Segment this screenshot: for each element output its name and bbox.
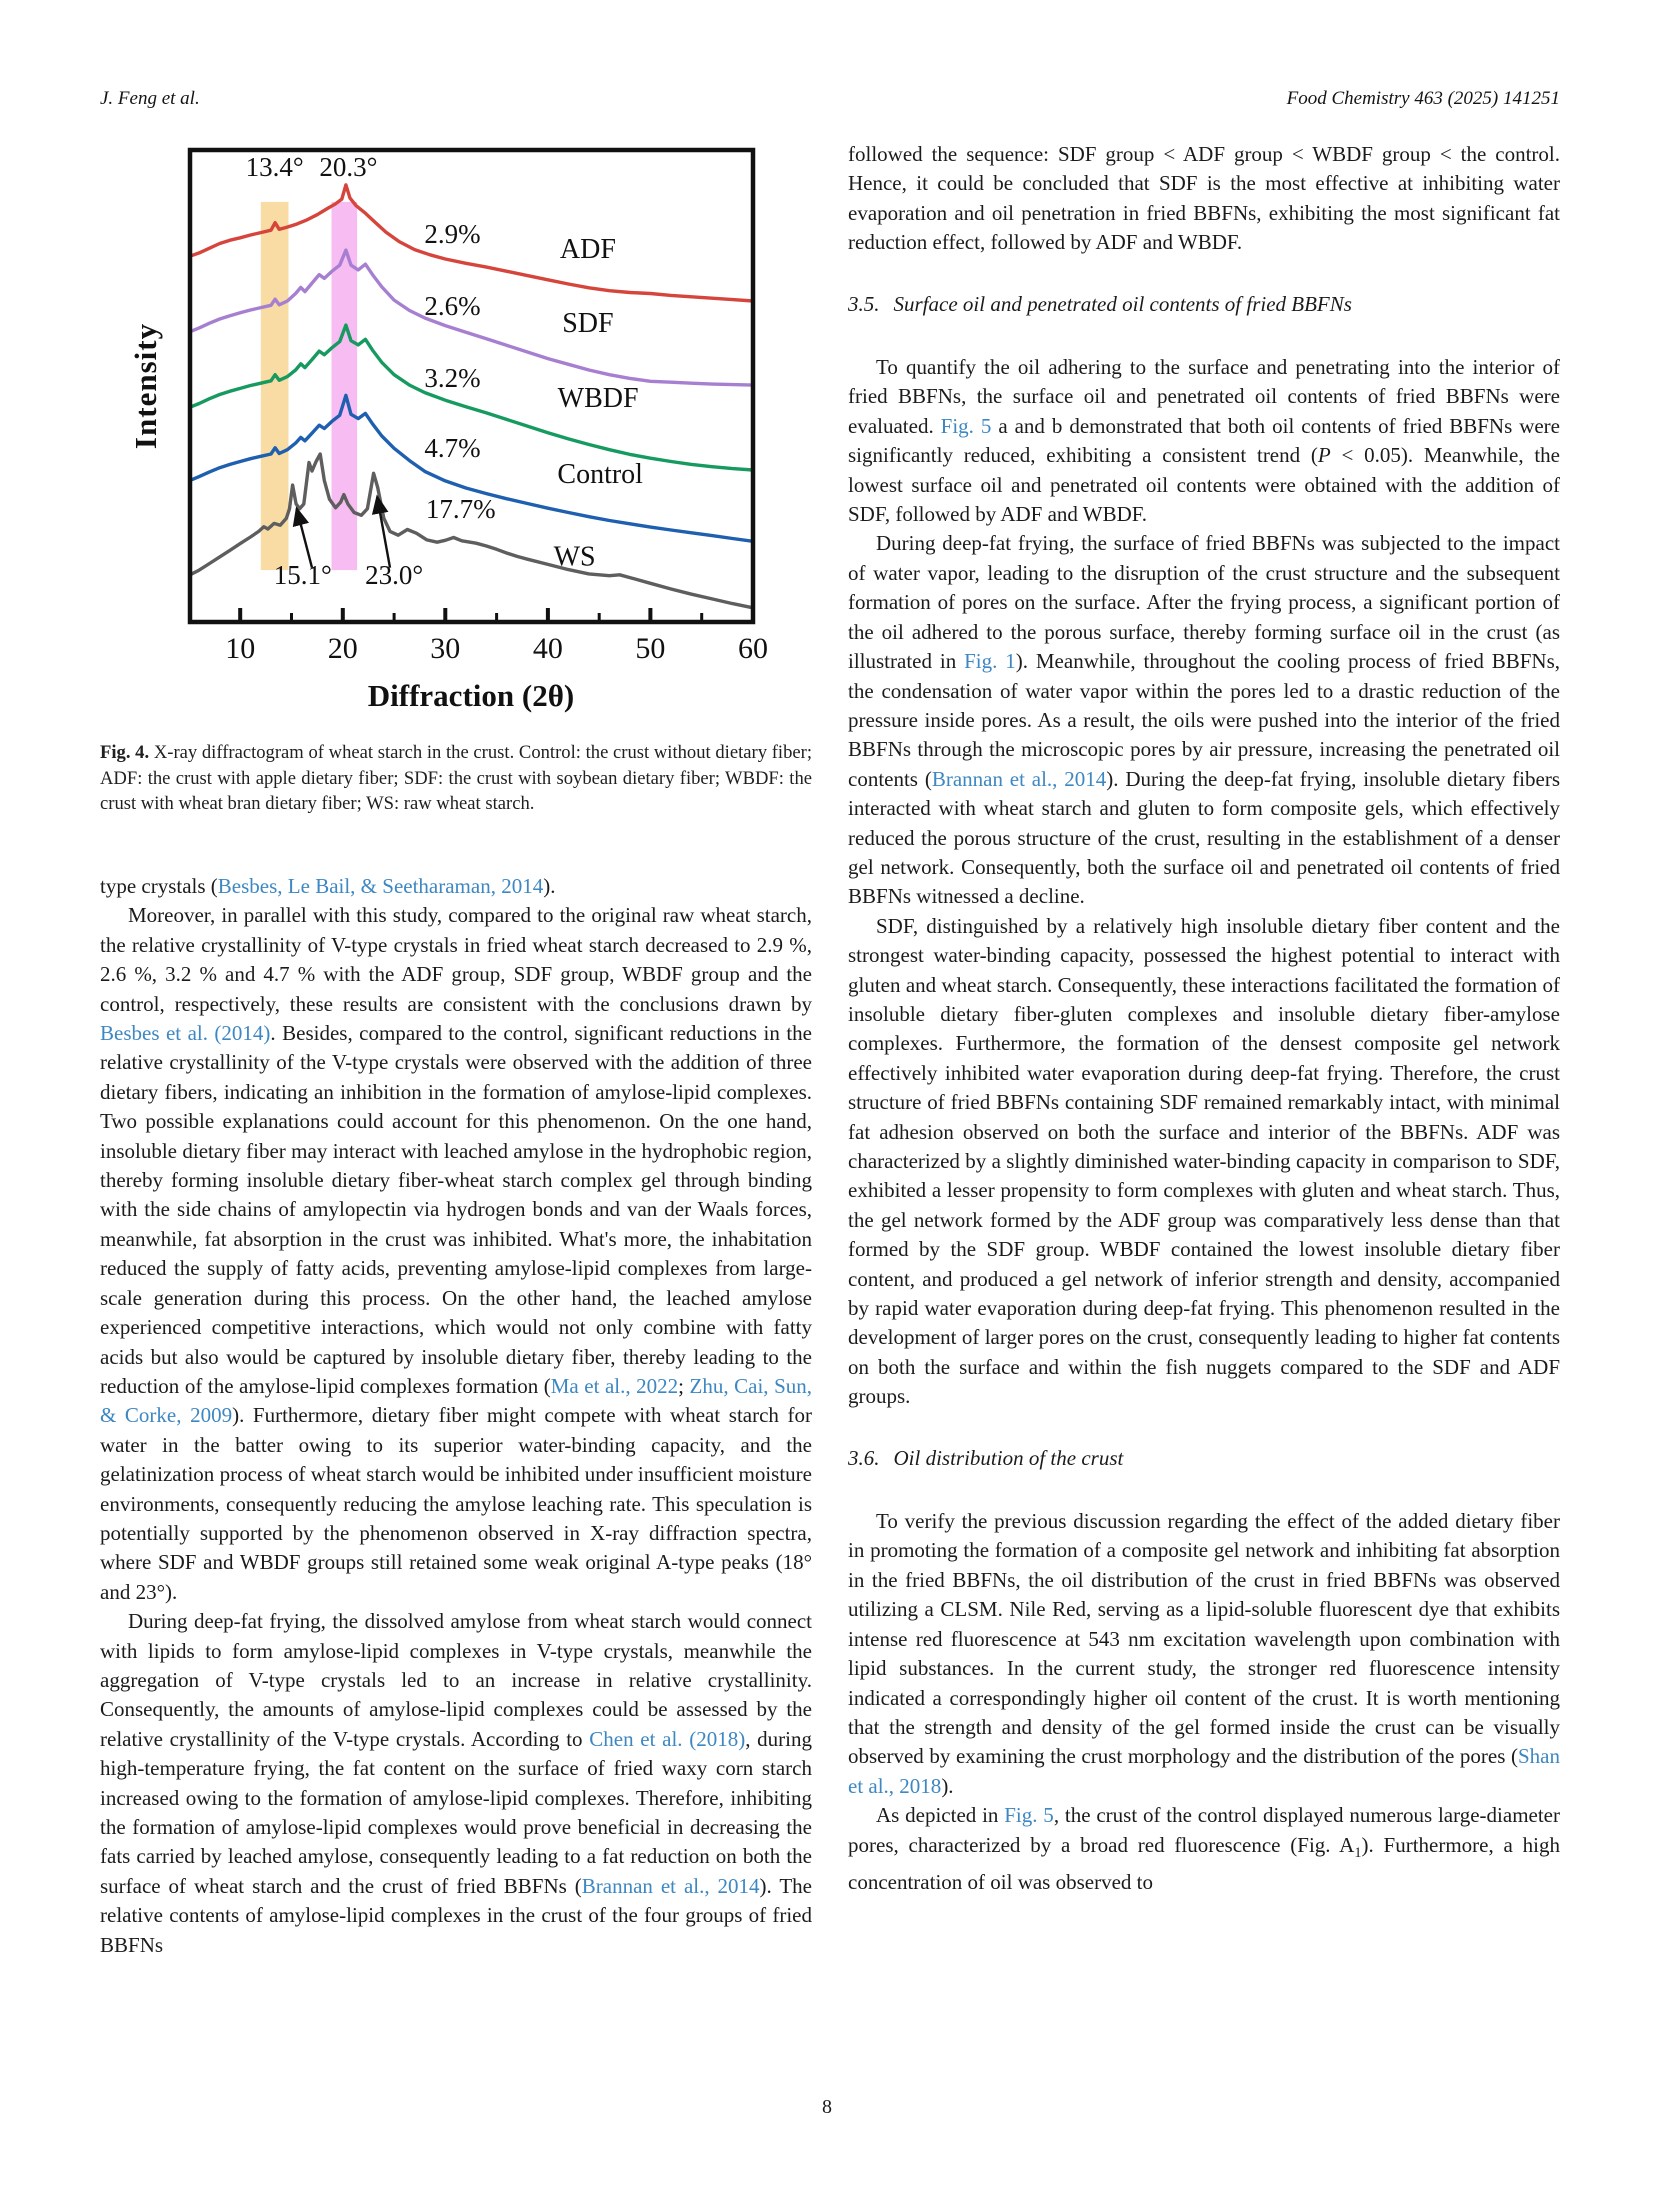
citation-link[interactable]: Brannan et al., 2014 (581, 1873, 760, 1898)
text-segment: . Besides, compared to the control, significant reductions in the relative crystallinity of the V-type crystals were observed with the addition of three dietary fibers, indicating an inhibition in the formation of amylose-lipid complexes. Two possible explanations could account for this phenomenon. On the one hand, insoluble dietary fiber may interact with leached amylose in the hydrophobic region, thereby forming insoluble dietary fiber-wheat starch complex gel through binding with the side chains of amylopectin via hydrogen bonds and van der Waals forces, meanwhile, fat absorption in the crust was inhibited. What's more, the inhabitation reduced the supply of fatty acids, preventing amylose-lipid complexes from large-scale generation during this process. On the other hand, the leached amylose experienced competitive interactions, which would not only combine with fatty acids but also would be captured by insoluble dietary fiber, thereby leading to the reduction of the amylose-lipid complexes formation ( (100, 1021, 812, 1398)
citation-link[interactable]: Besbes, Le Bail, & Seetharaman, 2014 (217, 874, 544, 898)
paragraph (848, 912, 1560, 1412)
header-author: J. Feng et al. (100, 88, 200, 109)
series-label-SDF: SDF (562, 308, 614, 340)
x-tick-label: 50 (635, 632, 666, 665)
text-segment: a and b demonstrated that both oil contents of fried BBFNs were significantly reduced, exhibiting a consistent trend ( (848, 413, 1561, 468)
section-title: Surface oil and penetrated oil contents of fried BBFNs (893, 291, 1352, 316)
header-journal: Food Chemistry 463 (2025) 141251 (1286, 88, 1560, 109)
text-segment: To quantify the oil adhering to the surface and penetrating into the interior of fried BBFNs, the surface oil and penetrated oil contents of fried BBFNs were evaluated. (848, 355, 1560, 438)
paragraph (848, 1507, 1560, 1801)
crystallinity-label-WBDF: 3.2% (424, 362, 481, 393)
section-title: Oil distribution of the crust (893, 1445, 1124, 1470)
peak-arrow (297, 509, 312, 568)
text-segment: type crystals ( (100, 874, 218, 898)
y-axis-title: Intensity (128, 322, 163, 450)
citation-link[interactable]: Ma et al., 2022 (550, 1373, 679, 1398)
section-heading (848, 1444, 1560, 1473)
citation-link[interactable]: Fig. 5 (1004, 1803, 1054, 1828)
series-label-ADF: ADF (559, 234, 616, 266)
x-tick-label: 40 (532, 632, 563, 665)
text-segment: followed the sequence: SDF group < ADF group < WBDF group < the control. Hence, it could be concluded that SDF is the most effective at inhibiting water evaporation and oil penetration in fried BBFNs, exhibiting the most significant fat reduction effect, followed by ADF and WBDF. (848, 142, 1560, 255)
text-segment: As depicted in (876, 1803, 1005, 1828)
peak-label: 23.0° (365, 560, 424, 591)
citation-link[interactable]: Brannan et al., 2014 (931, 766, 1107, 791)
paragraph (848, 140, 1560, 258)
text-segment: During deep-fat frying, the dissolved amylose from wheat starch would connect with lipids to form amylose-lipid complexes in V-type crystals, meanwhile the aggregation of V-type crystals led to an increase in relative crystallinity. Consequently, the amounts of amylose-lipid complexes could be assessed by the relative crystallinity of the V-type crystals. According to (100, 1609, 812, 1751)
peak-arrow (377, 497, 390, 568)
citation-link[interactable]: Besbes et al. (2014) (100, 1021, 271, 1046)
citation-link[interactable]: Fig. 5 (940, 413, 992, 438)
section-heading (848, 290, 1560, 319)
crystallinity-label-ADF: 2.9% (424, 219, 481, 249)
x-tick-label: 20 (327, 632, 358, 665)
crystallinity-label-WS: 17.7% (425, 494, 496, 525)
series-label-WBDF: WBDF (557, 382, 639, 414)
text-segment: P (1317, 443, 1331, 468)
left-column (100, 872, 812, 1960)
text-segment: ). (941, 1773, 954, 1798)
text-segment: 1 (1354, 1844, 1362, 1861)
text-segment: To verify the previous discussion regarding the effect of the added dietary fiber in promoting the formation of a composite gel network and inhibiting fat absorption in the fried BBFNs, the oil distribution of the crust in fried BBFNs was observed utilizing a CLSM. Nile Red, serving as a lipid-soluble fluorescent dye that exhibits intense red fluorescence at 543 nm excitation wavelength upon combination with lipid substances. In the current study, the stronger red fluorescence intensity indicated a correspondingly higher oil content of the crust. It is worth mentioning that the strength and density of the gel formed inside the crust can be visually observed by examining the crust morphology and the distribution of the pores ( (848, 1509, 1560, 1769)
paragraph (848, 353, 1560, 529)
page-header (100, 88, 1560, 110)
page-number: 8 (822, 2096, 832, 2118)
text-segment: X-ray diffractogram of wheat starch in the crust. Control: the crust without dietary fiber; ADF: the crust with apple dietary fiber; SDF: the crust with soybean dietary fiber; WBDF: the crust with wheat bran dietary fiber; WS: raw wheat starch. (100, 742, 812, 815)
paragraph (100, 872, 812, 901)
text-segment: < 0.05). Meanwhile, the lowest surface oil and penetrated oil contents were obtained with the addition of SDF, followed by ADF and WBDF. (848, 443, 1560, 527)
text-segment: SDF, distinguished by a relatively high insoluble dietary fiber content and the strongest water-binding capacity, possessed the highest potential to interact with gluten and wheat starch. Consequently, these interactions facilitated the formation of insoluble dietary fiber-gluten complexes and insoluble dietary fiber-amylose complexes. Furthermore, the formation of the densest composite gel network effectively inhibited water evaporation during deep-fat frying. Therefore, the crust structure of fried BBFNs containing SDF remained remarkably intact, with minimal fat adhesion observed on both the surface and interior of the BBFNs. ADF was characterized by a slightly diminished water-binding capacity in comparison to SDF, exhibited a lesser propensity to form complexes with gluten and wheat starch. Thus, the gel network formed by the ADF group was comparatively less dense than that formed by the SDF group. WBDF contained the lowest insoluble dietary fiber content, and produced a gel network of inferior strength and density, accompanied by rapid water evaporation during deep-fat frying. This phenomenon resulted in the development of larger pores on the crust, consequently leading to higher fat contents on both the surface and within the fish nuggets compared to the SDF and ADF groups. (848, 913, 1560, 1409)
x-axis-title: Diffraction (2θ) (367, 678, 575, 713)
highlight-band-13.4 (261, 202, 289, 570)
text-segment: ). The relative contents of amylose-lipid complexes in the crust of the four groups of fried BBFNs (100, 1873, 813, 1957)
right-column (848, 140, 1560, 1898)
section-number: 3.6. (848, 1445, 880, 1470)
crystallinity-label-Control: 4.7% (424, 432, 481, 463)
text-segment: ). Furthermore, dietary fiber might compete with wheat starch for water in the batter owing to its superior water-binding capacity, and the gelatinization process of wheat starch would be inhibited under insufficient moisture environments, consequently reducing the amylose leaching rate. This speculation is potentially supported by the phenomenon observed in X-ray diffraction spectra, where SDF and WBDF groups still retained some weak original A-type peaks (18° and 23°). (100, 1403, 812, 1604)
text-segment: , the crust of the control displayed numerous large-diameter pores, characterized by a broad red fluorescence (Fig. A (848, 1803, 1560, 1857)
peak-label: 15.1° (273, 560, 332, 591)
paragraph (100, 1607, 812, 1960)
x-tick-label: 10 (225, 632, 256, 665)
figure-4 (112, 140, 802, 740)
text-segment: ). (543, 874, 556, 898)
paragraph (848, 529, 1560, 911)
peak-label: 20.3° (319, 152, 378, 182)
citation-link[interactable]: Fig. 1 (964, 649, 1016, 674)
xrd-chart (112, 140, 802, 740)
text-segment: ). Furthermore, a high concentration of oil was observed to (848, 1832, 1560, 1895)
text-segment: ). During the deep-fat frying, insoluble dietary fibers interacted with wheat starch and gluten to form composite gels, which effectively reduced the porous structure of the crust, resulting in the establishment of a denser gel network. Consequently, both the surface oil and penetrated oil contents of fried BBFNs witnessed a decline. (848, 766, 1560, 909)
x-tick-label: 30 (430, 632, 461, 665)
citation-link[interactable]: Zhu, Cai, Sun, & Corke, 2009 (100, 1373, 812, 1428)
crystallinity-label-SDF: 2.6% (424, 291, 481, 322)
section-number: 3.5. (848, 291, 880, 316)
text-segment: Fig. 4. (100, 742, 150, 763)
x-tick-label: 60 (738, 632, 768, 665)
peak-label: 13.4° (245, 152, 304, 182)
text-segment: Moreover, in parallel with this study, compared to the original raw wheat starch, the relative crystallinity of V-type crystals in fried wheat starch decreased to 2.9 %, 2.6 %, 3.2 % and 4.7 % with the ADF group, SDF group, WBDF group and the control, respectively, these results are consistent with the conclusions drawn by (100, 903, 812, 1016)
figure-caption (100, 740, 812, 817)
citation-link[interactable]: Chen et al. (2018) (589, 1726, 746, 1751)
series-label-Control: Control (557, 459, 643, 491)
citation-link[interactable]: Shan et al., 2018 (848, 1744, 1560, 1798)
series-label-WS: WS (553, 541, 596, 573)
paragraph (848, 1801, 1560, 1897)
text-segment: ). Meanwhile, throughout the cooling process of fried BBFNs, the condensation of water vapor within the pores led to a drastic reduction of the pressure inside pores. As a result, the oils were pushed into the interior of the fried BBFNs through the microscopic pores by air pressure, increasing the penetrated oil contents ( (848, 649, 1560, 791)
paragraph (100, 901, 812, 1607)
text-segment: , during high-temperature frying, the fat content on the surface of fried waxy corn starch increased owing to the formation of amylose-lipid complexes. Therefore, inhibiting the formation of amylose-lipid complexes would prove beneficial in decreasing the fats carried by leached amylose, consequently leading to a fat reduction on both the surface of wheat starch and the crust of fried BBFNs ( (100, 1726, 813, 1898)
text-segment: ; (678, 1373, 690, 1398)
text-segment: During deep-fat frying, the surface of fried BBFNs was subjected to the impact of water vapor, leading to the disruption of the crust structure and the subsequent formation of pores on the surface. After the frying process, a significant portion of the oil adhered to the porous surface, thereby forming surface oil in the crust (as illustrated in (848, 531, 1560, 674)
